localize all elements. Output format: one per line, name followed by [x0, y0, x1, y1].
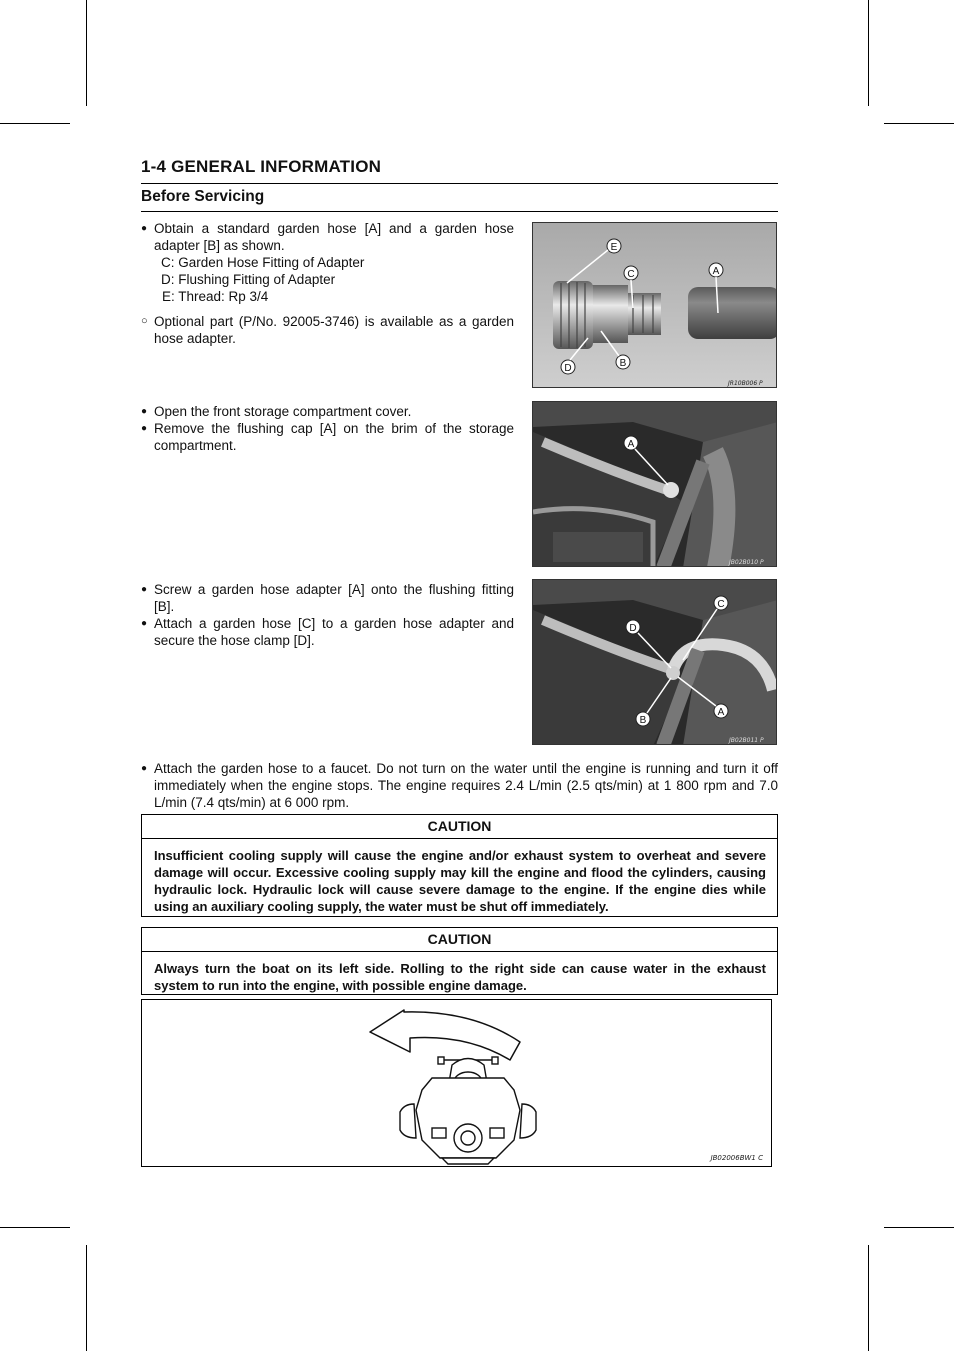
- label-C: C: [717, 599, 725, 610]
- label-A: A: [712, 266, 720, 277]
- section-rule: [141, 211, 778, 212]
- photo-code: JR10B006 P: [728, 380, 763, 387]
- bullet-icon: ●: [141, 763, 148, 774]
- photo-storage-compartment: [532, 401, 777, 567]
- caution-title: CAUTION: [142, 815, 777, 839]
- bullet-icon: ●: [141, 223, 148, 234]
- caution-body: Insufficient cooling supply will cause the engine and/or exhaust system to overheat and severe damage will occur. Excessive cooling supply may kill the engine and flood the cylinders, causing hydraulic lock. Hydraulic lock will cause severe damage to the engine. If the engine dies while using an auxiliary cooling supply, the water must be shut off immediately.: [154, 848, 766, 914]
- page-title: 1-4 GENERAL INFORMATION: [141, 157, 382, 176]
- photo-code: JB02B010 P: [729, 559, 764, 566]
- list-item: ● Attach a garden hose [C] to a garden hose adapter and secure the hose clamp [D].: [141, 616, 514, 648]
- sub-item: D: Flushing Fitting of Adapter: [161, 272, 336, 287]
- figure-code: JB02006BW1 C: [710, 1154, 763, 1162]
- crop-mark: [884, 1227, 954, 1228]
- caution-title: CAUTION: [142, 928, 777, 952]
- list-item: ● Attach the garden hose to a faucet. Do not turn on the water until the engine is running and turn it off immediately when the engine stops. The engine requires 2.4 L/min (2.5 qts/min) at 1 800 rpm and 7.0 L/min (7.4 qts/min) at 6 000 rpm.: [141, 761, 778, 810]
- label-A: A: [627, 439, 635, 450]
- page-header: [141, 157, 778, 212]
- instruction-block-4: [141, 760, 778, 811]
- list-item: ● Open the front storage compartment cover.: [141, 404, 412, 419]
- crop-mark: [868, 0, 869, 106]
- instruction-block-1: [141, 220, 514, 347]
- label-A: A: [717, 707, 725, 718]
- list-item: ● Screw a garden hose adapter [A] onto the flushing fitting [B].: [141, 582, 514, 614]
- sub-item: E: Thread: Rp 3/4: [162, 289, 269, 304]
- label-B: B: [639, 715, 647, 726]
- label-D: D: [629, 623, 637, 634]
- crop-mark: [86, 1245, 87, 1351]
- crop-mark: [0, 1227, 70, 1228]
- bullet-icon: ●: [141, 618, 148, 629]
- note-item: ○ Optional part (P/No. 92005-3746) is available as a garden hose adapter.: [141, 314, 514, 346]
- label-B: B: [619, 358, 627, 369]
- bullet-icon: ●: [141, 423, 148, 434]
- caution-body: Always turn the boat on its left side. Rolling to the right side can cause water in the exhaust system to run into the engine, with possible engine damage.: [154, 961, 766, 993]
- label-E: E: [610, 242, 618, 253]
- instruction-block-2: [141, 403, 514, 454]
- bullet-icon: ●: [141, 584, 148, 595]
- crop-mark: [868, 1245, 869, 1351]
- crop-mark: [884, 123, 954, 124]
- crop-mark: [86, 0, 87, 106]
- header-rule: [141, 183, 778, 184]
- section-title: Before Servicing: [141, 188, 265, 205]
- caution-box: [141, 814, 778, 917]
- caution-box: [141, 927, 778, 995]
- label-D: D: [564, 363, 572, 374]
- label-C: C: [627, 269, 635, 280]
- list-item: ● Obtain a standard garden hose [A] and a garden hose adapter [B] as shown.: [141, 221, 514, 253]
- rotate-left-arrow-icon: [370, 1010, 520, 1060]
- boat-rear-view-icon: [400, 1057, 536, 1164]
- sub-item: C: Garden Hose Fitting of Adapter: [161, 255, 365, 270]
- note-circle-icon: ○: [141, 315, 148, 327]
- bullet-icon: ●: [141, 406, 148, 417]
- boat-rotation-figure: [141, 999, 772, 1167]
- crop-mark: [0, 123, 70, 124]
- instruction-block-3: [141, 581, 514, 649]
- photo-hose-adapter: [532, 222, 777, 388]
- photo-hose-attached: [532, 579, 777, 745]
- photo-code: JB02B011 P: [729, 737, 764, 744]
- list-item: ● Remove the flushing cap [A] on the brim of the storage compartment.: [141, 421, 514, 453]
